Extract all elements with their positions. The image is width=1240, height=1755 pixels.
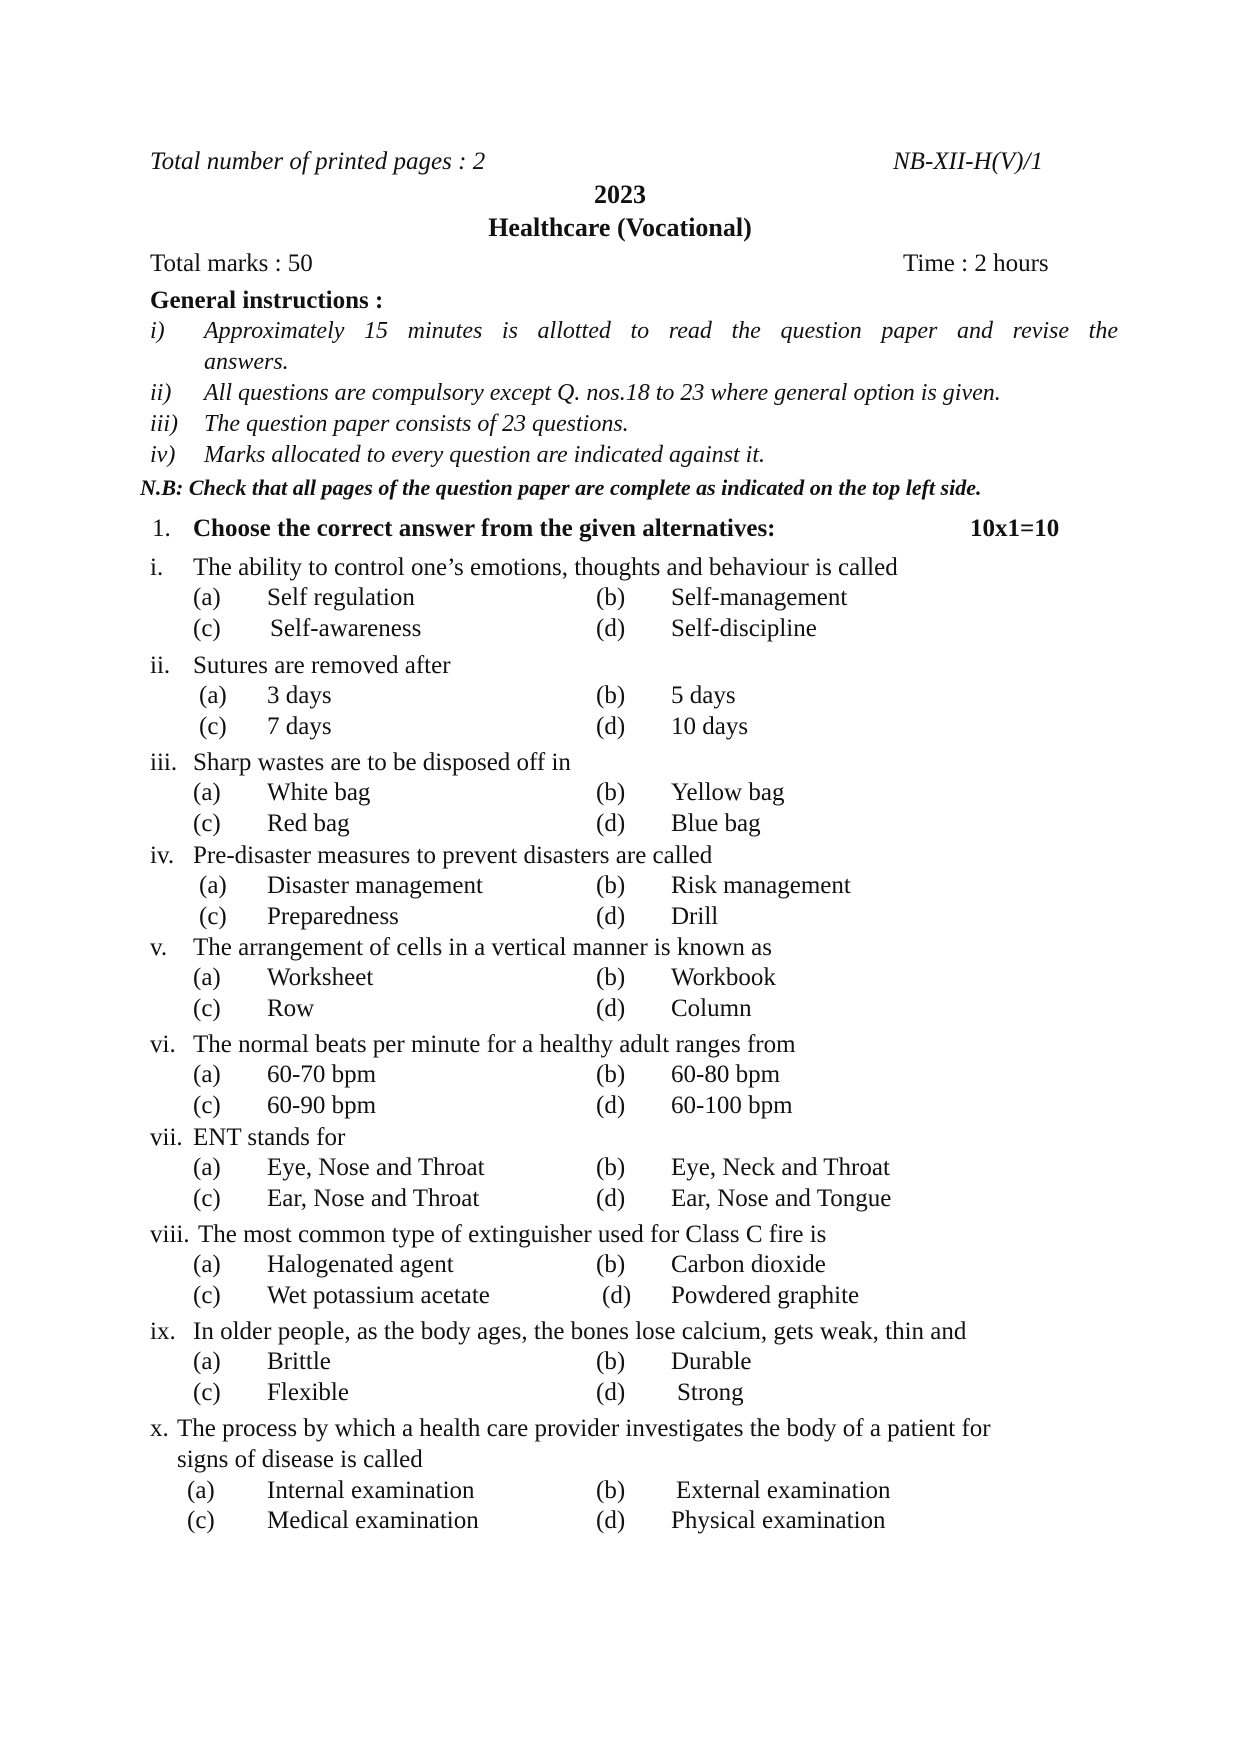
option-text: Medical examination	[267, 1507, 479, 1534]
option-label: (d)	[602, 1282, 632, 1309]
option-label: (a)	[193, 1348, 221, 1375]
instruction-number: iv)	[150, 442, 176, 468]
option-text: Eye, Neck and Throat	[671, 1154, 890, 1181]
option-label: (a)	[199, 872, 227, 899]
question-text: The process by which a health care provider investigates the body of a patient for	[177, 1415, 991, 1442]
option-label: (c)	[187, 1507, 215, 1534]
option-label: (c)	[199, 903, 227, 930]
option-label: (b)	[596, 1477, 626, 1504]
instructions-title: General instructions :	[150, 287, 384, 314]
option-label: (d)	[596, 1092, 626, 1119]
option-label: (c)	[193, 995, 221, 1022]
option-text: Drill	[671, 903, 719, 930]
option-text: Self-discipline	[671, 615, 817, 642]
question-number: iv.	[150, 842, 175, 869]
option-text: External examination	[676, 1477, 891, 1504]
option-label: (a)	[193, 1154, 221, 1181]
option-label: (b)	[596, 1348, 626, 1375]
option-label: (d)	[596, 810, 626, 837]
instruction-text: Approximately 15 minutes is allotted to read the question paper and revise the	[204, 318, 1118, 344]
nb-note: N.B: Check that all pages of the question paper are complete as indicated on the top left side.	[140, 475, 982, 500]
instruction-number: ii)	[150, 380, 172, 406]
question-text: The normal beats per minute for a healthy adult ranges from	[193, 1031, 796, 1058]
question-text: ENT stands for	[193, 1124, 346, 1151]
option-text: Risk management	[671, 872, 851, 899]
option-label: (b)	[596, 682, 626, 709]
option-text: Disaster management	[267, 872, 483, 899]
paper-code: NB-XII-H(V)/1	[893, 148, 1043, 175]
option-label: (b)	[596, 1061, 626, 1088]
instruction-number: iii)	[150, 411, 178, 437]
option-text: Strong	[677, 1379, 744, 1406]
question-number: iii.	[150, 749, 178, 776]
question-text: Pre-disaster measures to prevent disasters are called	[193, 842, 713, 869]
section-marks: 10x1=10	[970, 515, 1060, 542]
option-text: Yellow bag	[671, 779, 785, 806]
option-label: (a)	[193, 584, 221, 611]
option-label: (d)	[596, 713, 626, 740]
option-label: (c)	[193, 1379, 221, 1406]
option-label: (b)	[596, 779, 626, 806]
option-label: (d)	[596, 1185, 626, 1212]
option-label: (a)	[193, 1251, 221, 1278]
instruction-number: i)	[150, 318, 165, 344]
option-label: (d)	[596, 615, 626, 642]
option-text: Self-awareness	[270, 615, 422, 642]
instruction-text: The question paper consists of 23 questions.	[204, 411, 629, 437]
instruction-text-continued: answers.	[204, 349, 289, 375]
question-number: i.	[150, 554, 164, 581]
option-text: Workbook	[671, 964, 776, 991]
option-label: (a)	[199, 682, 227, 709]
section-number: 1.	[152, 515, 171, 542]
option-text: 60-80 bpm	[671, 1061, 781, 1088]
question-number: x.	[150, 1415, 169, 1442]
option-text: Column	[671, 995, 752, 1022]
option-text: Wet potassium acetate	[267, 1282, 490, 1309]
question-text: In older people, as the body ages, the bones lose calcium, gets weak, thin and	[193, 1318, 967, 1345]
option-text: Internal examination	[267, 1477, 475, 1504]
option-label: (b)	[596, 584, 626, 611]
question-text-continued: signs of disease is called	[177, 1446, 423, 1473]
option-text: Powdered graphite	[671, 1282, 860, 1309]
option-text: 5 days	[671, 682, 736, 709]
option-label: (a)	[193, 964, 221, 991]
option-text: Red bag	[267, 810, 350, 837]
option-label: (c)	[193, 1092, 221, 1119]
option-text: Row	[267, 995, 315, 1022]
instruction-text: All questions are compulsory except Q. nos.18 to 23 where general option is given.	[204, 380, 1001, 406]
option-label: (d)	[596, 1379, 626, 1406]
option-label: (a)	[187, 1477, 215, 1504]
option-text: Eye, Nose and Throat	[267, 1154, 485, 1181]
option-text: Flexible	[267, 1379, 349, 1406]
option-text: Halogenated agent	[267, 1251, 454, 1278]
option-text: 7 days	[267, 713, 332, 740]
question-number: vii.	[150, 1124, 183, 1151]
option-label: (b)	[596, 1154, 626, 1181]
option-text: 10 days	[671, 713, 749, 740]
question-number: ii.	[150, 652, 171, 679]
option-label: (c)	[193, 1185, 221, 1212]
option-text: Durable	[671, 1348, 752, 1375]
question-number: v.	[150, 934, 168, 961]
option-label: (c)	[193, 615, 221, 642]
option-text: 60-100 bpm	[671, 1092, 793, 1119]
option-label: (d)	[596, 903, 626, 930]
option-label: (c)	[199, 713, 227, 740]
option-label: (d)	[596, 1507, 626, 1534]
question-text: The arrangement of cells in a vertical manner is known as	[193, 934, 772, 961]
question-text: The most common type of extinguisher used for Class C fire is	[198, 1221, 827, 1248]
option-text: Brittle	[267, 1348, 331, 1375]
question-text: Sharp wastes are to be disposed off in	[193, 749, 571, 776]
option-label: (b)	[596, 964, 626, 991]
question-text: The ability to control one’s emotions, thoughts and behaviour is called	[193, 554, 898, 581]
option-text: Blue bag	[671, 810, 761, 837]
option-text: Carbon dioxide	[671, 1251, 826, 1278]
printed-pages-note: Total number of printed pages : 2	[150, 148, 486, 175]
option-label: (b)	[596, 1251, 626, 1278]
time-allowed: Time : 2 hours	[903, 250, 1049, 277]
question-text: Sutures are removed after	[193, 652, 451, 679]
option-text: Ear, Nose and Throat	[267, 1185, 480, 1212]
option-text: Self regulation	[267, 584, 415, 611]
option-text: Self-management	[671, 584, 848, 611]
option-label: (c)	[193, 810, 221, 837]
option-label: (a)	[193, 1061, 221, 1088]
option-text: 3 days	[267, 682, 332, 709]
question-number: ix.	[150, 1318, 176, 1345]
question-number: viii.	[150, 1221, 190, 1248]
option-label: (b)	[596, 872, 626, 899]
option-label: (d)	[596, 995, 626, 1022]
option-text: Physical examination	[671, 1507, 886, 1534]
subject-title: Healthcare (Vocational)	[488, 213, 752, 242]
exam-year: 2023	[594, 180, 646, 209]
section-title: Choose the correct answer from the given alternatives:	[193, 515, 776, 542]
option-text: Preparedness	[267, 903, 399, 930]
instruction-text: Marks allocated to every question are indicated against it.	[204, 442, 765, 468]
option-text: Worksheet	[267, 964, 374, 991]
question-number: vi.	[150, 1031, 176, 1058]
option-text: 60-90 bpm	[267, 1092, 377, 1119]
option-label: (a)	[193, 779, 221, 806]
option-text: Ear, Nose and Tongue	[671, 1185, 892, 1212]
option-text: 60-70 bpm	[267, 1061, 377, 1088]
option-label: (c)	[193, 1282, 221, 1309]
total-marks: Total marks : 50	[150, 250, 313, 277]
option-text: White bag	[267, 779, 371, 806]
